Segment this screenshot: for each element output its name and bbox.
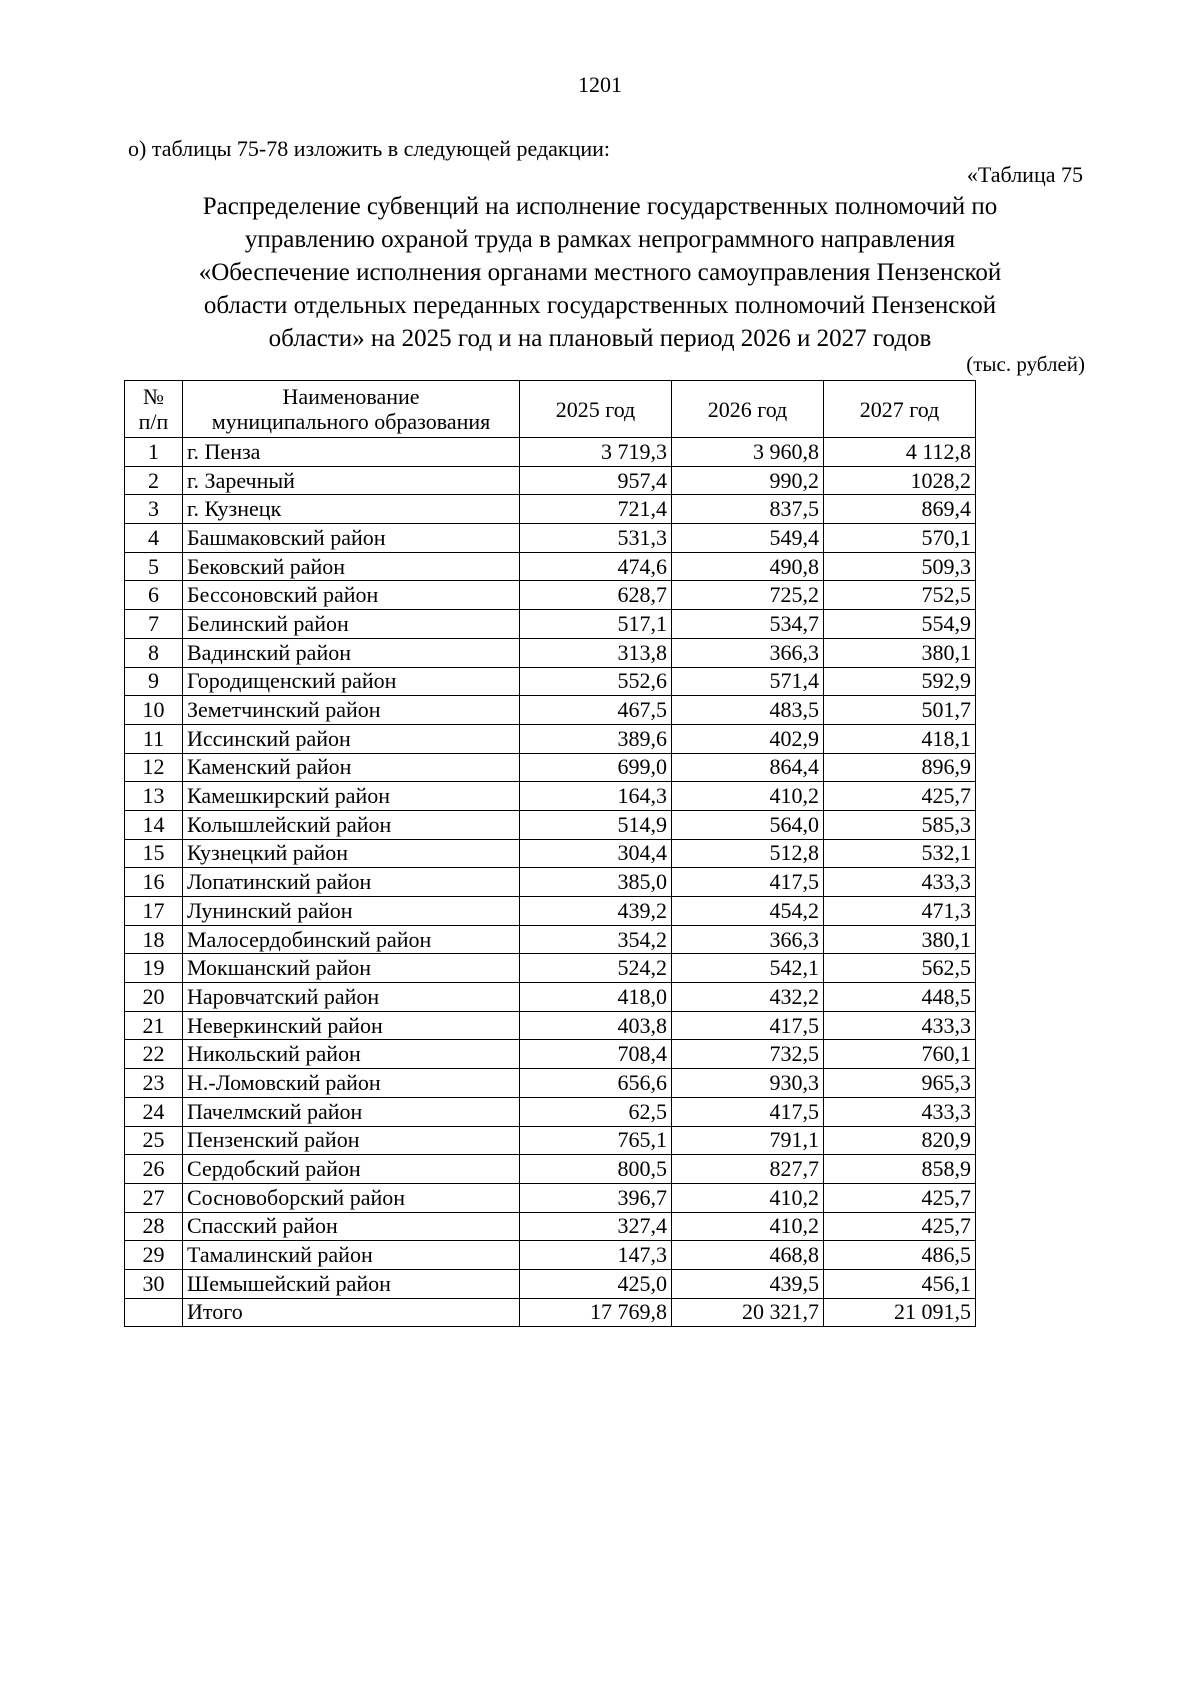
table-row <box>125 495 976 524</box>
row-name: г. Кузнецк <box>183 495 520 524</box>
row-value-2025: 425,0 <box>520 1269 672 1298</box>
page-number: 1201 <box>578 72 622 97</box>
header-number <box>125 381 183 438</box>
row-number: 7 <box>125 610 183 639</box>
table-row <box>125 868 976 897</box>
row-value-2027: 1028,2 <box>824 466 976 495</box>
row-number: 17 <box>125 897 183 926</box>
row-value-2027: 820,9 <box>824 1126 976 1155</box>
title-line: области отдельных переданных государственных полномочий Пензенской <box>203 292 997 319</box>
row-value-2026: 791,1 <box>672 1126 824 1155</box>
row-value-2027: 585,3 <box>824 810 976 839</box>
row-value-2025: 3 719,3 <box>520 438 672 467</box>
table-row <box>125 552 976 581</box>
row-name: Городищенский район <box>183 667 520 696</box>
row-value-2026: 483,5 <box>672 696 824 725</box>
row-name: Спасский район <box>183 1212 520 1241</box>
total-2025: 17 769,8 <box>520 1298 672 1327</box>
row-name: Камешкирский район <box>183 782 520 811</box>
row-value-2027: 760,1 <box>824 1040 976 1069</box>
header-name-line2: муниципального образования <box>211 409 491 434</box>
total-2027: 21 091,5 <box>824 1298 976 1327</box>
row-name: г. Пенза <box>183 438 520 467</box>
row-name: Колышлейский район <box>183 810 520 839</box>
row-value-2026: 410,2 <box>672 782 824 811</box>
row-number: 6 <box>125 581 183 610</box>
header-2027: 2027 год <box>824 381 976 438</box>
row-value-2025: 389,6 <box>520 724 672 753</box>
row-value-2025: 800,5 <box>520 1155 672 1184</box>
header-number-line2: п/п <box>138 409 169 434</box>
table-header-row <box>125 381 976 438</box>
header-2025: 2025 год <box>520 381 672 438</box>
row-value-2025: 514,9 <box>520 810 672 839</box>
table-row <box>125 610 976 639</box>
row-number: 24 <box>125 1097 183 1126</box>
row-number: 25 <box>125 1126 183 1155</box>
row-value-2026: 549,4 <box>672 524 824 553</box>
row-name: Каменский район <box>183 753 520 782</box>
row-value-2026: 732,5 <box>672 1040 824 1069</box>
row-value-2025: 467,5 <box>520 696 672 725</box>
table-row <box>125 897 976 926</box>
row-name: г. Заречный <box>183 466 520 495</box>
row-name: Пензенский район <box>183 1126 520 1155</box>
row-value-2025: 313,8 <box>520 638 672 667</box>
row-value-2026: 417,5 <box>672 868 824 897</box>
row-value-2027: 425,7 <box>824 1183 976 1212</box>
row-number: 21 <box>125 1011 183 1040</box>
row-value-2026: 542,1 <box>672 954 824 983</box>
table-row <box>125 1126 976 1155</box>
table-body <box>125 438 976 1327</box>
row-name: Башмаковский район <box>183 524 520 553</box>
row-value-2026: 410,2 <box>672 1183 824 1212</box>
table-row <box>125 696 976 725</box>
table-row <box>125 638 976 667</box>
total-number <box>125 1298 183 1327</box>
row-number: 11 <box>125 724 183 753</box>
row-number: 10 <box>125 696 183 725</box>
row-name: Наровчатский район <box>183 983 520 1012</box>
row-name: Малосердобинский район <box>183 925 520 954</box>
row-name: Никольский район <box>183 1040 520 1069</box>
row-name: Сердобский район <box>183 1155 520 1184</box>
row-value-2027: 471,3 <box>824 897 976 926</box>
row-value-2025: 699,0 <box>520 753 672 782</box>
row-value-2025: 147,3 <box>520 1241 672 1270</box>
table-row <box>125 753 976 782</box>
row-name: Бековский район <box>183 552 520 581</box>
row-value-2027: 486,5 <box>824 1241 976 1270</box>
row-number: 28 <box>125 1212 183 1241</box>
table-row <box>125 1155 976 1184</box>
row-value-2025: 418,0 <box>520 983 672 1012</box>
row-value-2026: 827,7 <box>672 1155 824 1184</box>
row-value-2025: 396,7 <box>520 1183 672 1212</box>
row-number: 2 <box>125 466 183 495</box>
row-value-2027: 425,7 <box>824 1212 976 1241</box>
title-line: области» на 2025 год и на плановый период 2026 и 2027 годов <box>268 325 932 352</box>
row-value-2026: 3 960,8 <box>672 438 824 467</box>
row-value-2026: 366,3 <box>672 638 824 667</box>
row-value-2025: 524,2 <box>520 954 672 983</box>
table-row <box>125 782 976 811</box>
title-line: управлению охраной труда в рамках непрограммного направления <box>244 226 956 253</box>
table-row <box>125 1069 976 1098</box>
row-value-2025: 62,5 <box>520 1097 672 1126</box>
row-name: Н.-Ломовский район <box>183 1069 520 1098</box>
row-value-2026: 432,2 <box>672 983 824 1012</box>
row-value-2026: 512,8 <box>672 839 824 868</box>
row-number: 19 <box>125 954 183 983</box>
row-value-2027: 869,4 <box>824 495 976 524</box>
row-name: Бессоновский район <box>183 581 520 610</box>
row-value-2027: 896,9 <box>824 753 976 782</box>
row-value-2025: 517,1 <box>520 610 672 639</box>
row-value-2027: 380,1 <box>824 925 976 954</box>
row-value-2027: 562,5 <box>824 954 976 983</box>
row-value-2026: 410,2 <box>672 1212 824 1241</box>
total-row <box>125 1298 976 1327</box>
row-value-2025: 721,4 <box>520 495 672 524</box>
row-value-2027: 456,1 <box>824 1269 976 1298</box>
table-row <box>125 466 976 495</box>
total-label: Итого <box>183 1298 520 1327</box>
row-value-2027: 501,7 <box>824 696 976 725</box>
row-value-2027: 752,5 <box>824 581 976 610</box>
table-row <box>125 1040 976 1069</box>
row-value-2026: 990,2 <box>672 466 824 495</box>
row-value-2025: 708,4 <box>520 1040 672 1069</box>
table-row <box>125 839 976 868</box>
row-number: 30 <box>125 1269 183 1298</box>
row-value-2027: 554,9 <box>824 610 976 639</box>
row-value-2026: 454,2 <box>672 897 824 926</box>
table-row <box>125 524 976 553</box>
row-number: 12 <box>125 753 183 782</box>
row-number: 14 <box>125 810 183 839</box>
subsidy-table <box>124 380 976 1327</box>
row-value-2026: 366,3 <box>672 925 824 954</box>
table-row <box>125 954 976 983</box>
row-value-2026: 534,7 <box>672 610 824 639</box>
row-value-2027: 433,3 <box>824 1011 976 1040</box>
table-row <box>125 724 976 753</box>
row-number: 20 <box>125 983 183 1012</box>
intro-text: о) таблицы 75-78 изложить в следующей редакции: <box>128 136 611 161</box>
table-row <box>125 983 976 1012</box>
row-number: 1 <box>125 438 183 467</box>
row-number: 4 <box>125 524 183 553</box>
row-number: 23 <box>125 1069 183 1098</box>
row-name: Пачелмский район <box>183 1097 520 1126</box>
header-name-line1: Наименование <box>282 384 420 409</box>
table-reference: «Таблица 75 <box>966 162 1083 187</box>
units-label: (тыс. рублей) <box>966 352 1085 376</box>
row-number: 26 <box>125 1155 183 1184</box>
title-line: Распределение субвенций на исполнение государственных полномочий по <box>202 193 998 220</box>
row-value-2027: 433,3 <box>824 868 976 897</box>
row-number: 22 <box>125 1040 183 1069</box>
row-value-2025: 628,7 <box>520 581 672 610</box>
row-value-2027: 433,3 <box>824 1097 976 1126</box>
row-name: Вадинский район <box>183 638 520 667</box>
row-value-2027: 509,3 <box>824 552 976 581</box>
row-value-2027: 4 112,8 <box>824 438 976 467</box>
table-row <box>125 1183 976 1212</box>
row-value-2026: 468,8 <box>672 1241 824 1270</box>
row-number: 9 <box>125 667 183 696</box>
row-value-2027: 570,1 <box>824 524 976 553</box>
row-value-2027: 380,1 <box>824 638 976 667</box>
row-number: 18 <box>125 925 183 954</box>
table-row <box>125 1241 976 1270</box>
header-2026: 2026 год <box>672 381 824 438</box>
row-name: Земетчинский район <box>183 696 520 725</box>
row-name: Иссинский район <box>183 724 520 753</box>
row-name: Шемышейский район <box>183 1269 520 1298</box>
table-row <box>125 1097 976 1126</box>
row-value-2027: 425,7 <box>824 782 976 811</box>
table-row <box>125 667 976 696</box>
row-value-2026: 564,0 <box>672 810 824 839</box>
row-name: Тамалинский район <box>183 1241 520 1270</box>
row-value-2026: 571,4 <box>672 667 824 696</box>
row-value-2025: 765,1 <box>520 1126 672 1155</box>
row-value-2025: 164,3 <box>520 782 672 811</box>
row-value-2026: 439,5 <box>672 1269 824 1298</box>
row-value-2027: 448,5 <box>824 983 976 1012</box>
row-value-2027: 592,9 <box>824 667 976 696</box>
row-value-2025: 957,4 <box>520 466 672 495</box>
row-value-2027: 532,1 <box>824 839 976 868</box>
table-row <box>125 581 976 610</box>
row-value-2026: 930,3 <box>672 1069 824 1098</box>
row-name: Кузнецкий район <box>183 839 520 868</box>
row-value-2026: 417,5 <box>672 1011 824 1040</box>
table-row <box>125 925 976 954</box>
table-title <box>130 190 1070 355</box>
row-number: 29 <box>125 1241 183 1270</box>
row-value-2026: 490,8 <box>672 552 824 581</box>
row-name: Белинский район <box>183 610 520 639</box>
header-number-line1: № <box>143 384 164 409</box>
table-row <box>125 810 976 839</box>
row-name: Неверкинский район <box>183 1011 520 1040</box>
row-value-2026: 864,4 <box>672 753 824 782</box>
row-number: 13 <box>125 782 183 811</box>
row-value-2027: 965,3 <box>824 1069 976 1098</box>
row-number: 16 <box>125 868 183 897</box>
row-value-2025: 474,6 <box>520 552 672 581</box>
row-number: 15 <box>125 839 183 868</box>
row-number: 27 <box>125 1183 183 1212</box>
total-2026: 20 321,7 <box>672 1298 824 1327</box>
table-row <box>125 1212 976 1241</box>
row-value-2026: 837,5 <box>672 495 824 524</box>
row-value-2025: 439,2 <box>520 897 672 926</box>
row-value-2026: 402,9 <box>672 724 824 753</box>
row-value-2026: 725,2 <box>672 581 824 610</box>
row-value-2026: 417,5 <box>672 1097 824 1126</box>
row-value-2025: 403,8 <box>520 1011 672 1040</box>
row-value-2025: 354,2 <box>520 925 672 954</box>
table-row <box>125 1011 976 1040</box>
row-number: 8 <box>125 638 183 667</box>
row-name: Лопатинский район <box>183 868 520 897</box>
title-line: «Обеспечение исполнения органами местного самоуправления Пензенской <box>198 259 1002 286</box>
row-number: 5 <box>125 552 183 581</box>
row-value-2027: 418,1 <box>824 724 976 753</box>
row-value-2025: 552,6 <box>520 667 672 696</box>
table-row <box>125 438 976 467</box>
row-value-2027: 858,9 <box>824 1155 976 1184</box>
row-value-2025: 304,4 <box>520 839 672 868</box>
row-name: Мокшанский район <box>183 954 520 983</box>
header-name <box>183 381 520 438</box>
row-value-2025: 531,3 <box>520 524 672 553</box>
table-row <box>125 1269 976 1298</box>
row-value-2025: 327,4 <box>520 1212 672 1241</box>
row-number: 3 <box>125 495 183 524</box>
row-name: Лунинский район <box>183 897 520 926</box>
row-value-2025: 656,6 <box>520 1069 672 1098</box>
row-value-2025: 385,0 <box>520 868 672 897</box>
row-name: Сосновоборский район <box>183 1183 520 1212</box>
